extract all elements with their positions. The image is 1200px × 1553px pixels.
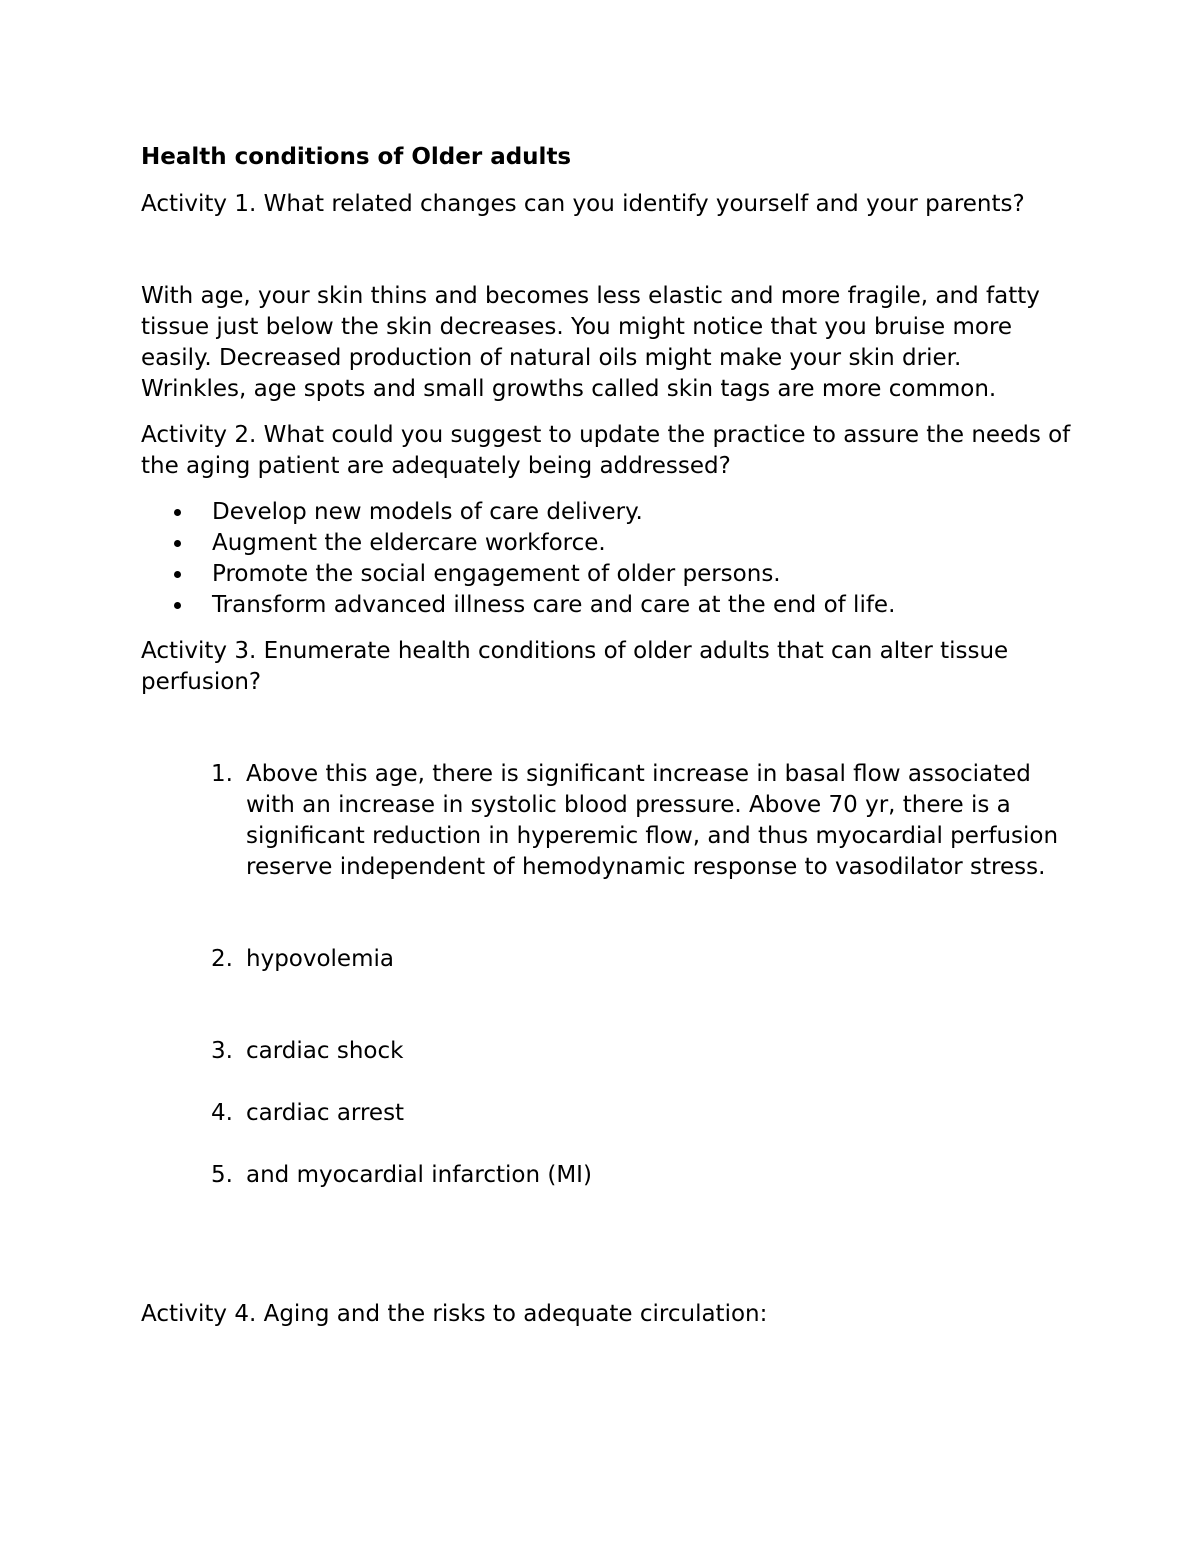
bullet-item: Transform advanced illness care and care at the end of life. [141,590,1071,621]
activity-3-question: Activity 3. Enumerate health conditions of older adults that can alter tissue perfusion? [141,638,1009,695]
bullet-item: Promote the social engagement of older persons. [141,559,1071,590]
activity-3-numbered-list [141,759,1071,1191]
activity-2-bullet-list [141,497,1071,621]
item-number: 4. [211,1100,233,1126]
bullet-item: Develop new models of care delivery. [141,497,1071,528]
document-title: Health conditions of Older adults [141,144,572,170]
activity-4-question: Activity 4. Aging and the risks to adequate circulation: [141,1301,768,1327]
item-text: hypovolemia [246,946,394,972]
item-number: 1. [211,761,233,787]
document-page [141,142,1071,1330]
bullet-item: Augment the eldercare workforce. [141,528,1071,559]
numbered-item [141,759,1071,883]
numbered-item [141,944,1071,975]
activity-1-question: Activity 1. What related changes can you identify yourself and your parents? [141,191,1025,217]
item-text: and myocardial infarction (MI) [246,1162,592,1188]
numbered-item [141,1098,1071,1129]
activity-2-question: Activity 2. What could you suggest to update the practice to assure the needs of the aging patient are adequately being addressed? [141,422,1071,479]
item-number: 5. [211,1162,233,1188]
item-number: 3. [211,1038,233,1064]
numbered-item [141,1160,1071,1191]
numbered-item [141,1036,1071,1067]
item-text: cardiac arrest [246,1100,405,1126]
item-text: Above this age, there is significant increase in basal flow associated with an increase in systolic blood pressure. Above 70 yr, there is a significant reduction in hyperemic flow, and thus myocardial perfusion reserve independent of hemodynamic response to vasodilator stress. [246,761,1059,880]
item-number: 2. [211,946,233,972]
activity-1-answer: With age, your skin thins and becomes less elastic and more fragile, and fatty tissue just below the skin decreases. You might notice that you bruise more easily. Decreased production of natural oils might make your skin drier. Wrinkles, age spots and small growths called skin tags are more common. [141,283,1040,402]
item-text: cardiac shock [246,1038,404,1064]
